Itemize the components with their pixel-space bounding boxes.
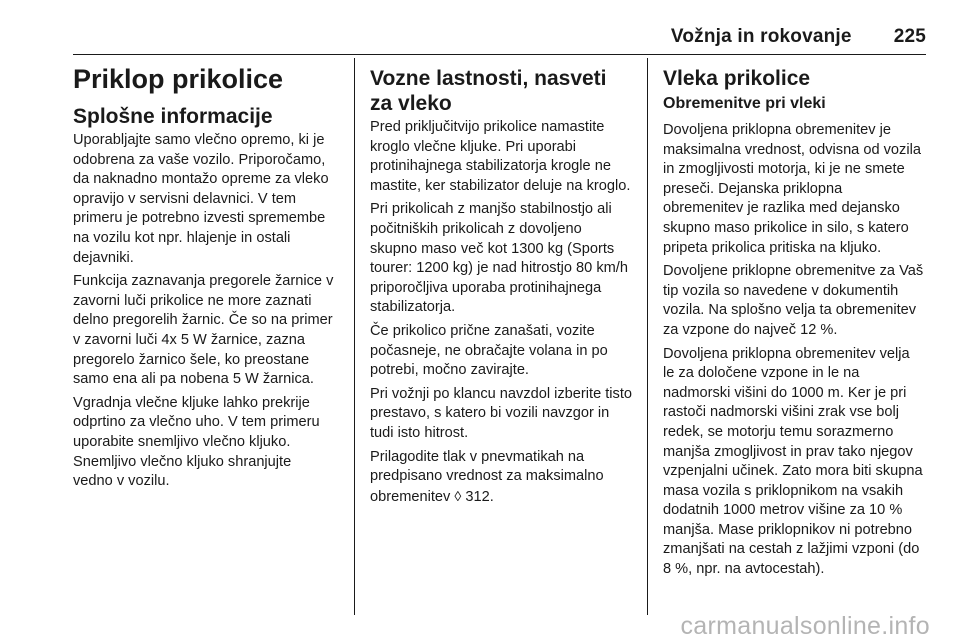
column-divider: [354, 58, 355, 615]
paragraph: Dovoljena priklopna obremenitev velja le za določene vzpone in le na nadmorski višini do 1000 m. Ker je pri rastoči nadmorski višini zrak vse bolj redek, se motorju temu sorazmerno manjša zmogljivost in prav tako njegov vzpenjalni učinek. Zato mora biti skupna masa vozila s priklopnikom na vsakih dodatnih 1000 metrov višine za 10 % manjša. Mase priklopnikov ni potrebno zmanjšati na cestah z lažjimi vzponi (do 8 %, npr. na avtocestah).: [663, 345, 923, 578]
page-reference-icon: ◊: [454, 487, 462, 504]
subsection-title: Vozne lastnosti, nasveti za vleko: [370, 67, 607, 115]
paragraph: Vgradnja vlečne kljuke lahko prekrije odprtino za vlečno uho. V tem primeru uporabite snemljivo vlečno kljuko. Snemljivo vlečno kljuko shranjujte vedno v vozilu.: [73, 394, 320, 490]
paragraph: Pred priključitvijo prikolice namastite kroglo vlečne kljuke. Pri uporabi protinihajnega stabilizatorja krogle ne mastite, ker stabilizator deluje na kroglo.: [370, 119, 631, 194]
page-reference-link[interactable]: 312.: [465, 488, 494, 505]
paragraph-text: Prilagodite tlak v pnevmatikah na predpisano vrednost za maksimalno obremenitev: [370, 448, 604, 505]
subsection-title: Vleka prikolice: [663, 67, 811, 90]
running-header: [671, 26, 926, 48]
paragraph-with-reference: [370, 448, 632, 508]
watermark: carmanualsonline.info: [680, 612, 930, 640]
column-3: [663, 58, 925, 584]
column-1: [73, 58, 335, 496]
page-number: 225: [893, 26, 926, 47]
paragraph: Pri prikolicah z manjšo stabilnostjo ali počitniških prikolicah z dovoljeno skupno maso več kot 1300 kg (Sports tourer: 1200 kg) je nad hitrostjo 80 km/h priporočljiva uporaba protinihajnega stabilizatorja.: [370, 201, 628, 316]
subsubsection-title: Obremenitve pri vleki: [663, 95, 826, 112]
paragraph: Če prikolico prične zanašati, vozite počasneje, ne obračajte volana in po potrebi, močno zavirajte.: [370, 322, 608, 379]
paragraph: Uporabljajte samo vlečno opremo, ki je odobrena za vaše vozilo. Priporočamo, da naknadno montažo opreme za vleko opravijo v servisni delavnici. V tem primeru je potrebno izvesti spremembe na vozilu kot npr. hlajenje in ostali dejavniki.: [73, 132, 329, 266]
column-divider: [647, 58, 648, 615]
paragraph: Dovoljena priklopna obremenitev je maksimalna vrednost, odvisna od vozila in zmogljivosti motorja, ki je ne smete preseči. Dejanska priklopna obremenitev je razlika med dejansko skupno maso prikolice in silo, s katero pripeta prikolica pritiska na kljuko.: [663, 122, 921, 256]
paragraph: Dovoljene priklopne obremenitve za Vaš tip vozila so navedene v dokumentih vozila. Na splošno velja ta obremenitev za vzpone do največ 12 %.: [663, 263, 924, 338]
header-rule: [73, 54, 926, 55]
column-2: [370, 58, 632, 511]
header-title: Vožnja in rokovanje: [670, 26, 852, 47]
subsection-title: Splošne informacije: [73, 105, 273, 128]
section-title: Priklop prikolice: [73, 64, 284, 94]
paragraph: Pri vožnji po klancu navzdol izberite tisto prestavo, s katero bi vozili navzgor in tudi isto hitrost.: [370, 385, 633, 441]
paragraph: Funkcija zaznavanja pregorele žarnice v zavorni luči prikolice ne more zaznati delno pregorelih žarnic. Če so na primer v zavorni luči 4x 5 W žarnice, zazna pregorelo žarnico šele, ko preostane samo ena ali pa nobena 5 W žarnica.: [73, 273, 334, 388]
